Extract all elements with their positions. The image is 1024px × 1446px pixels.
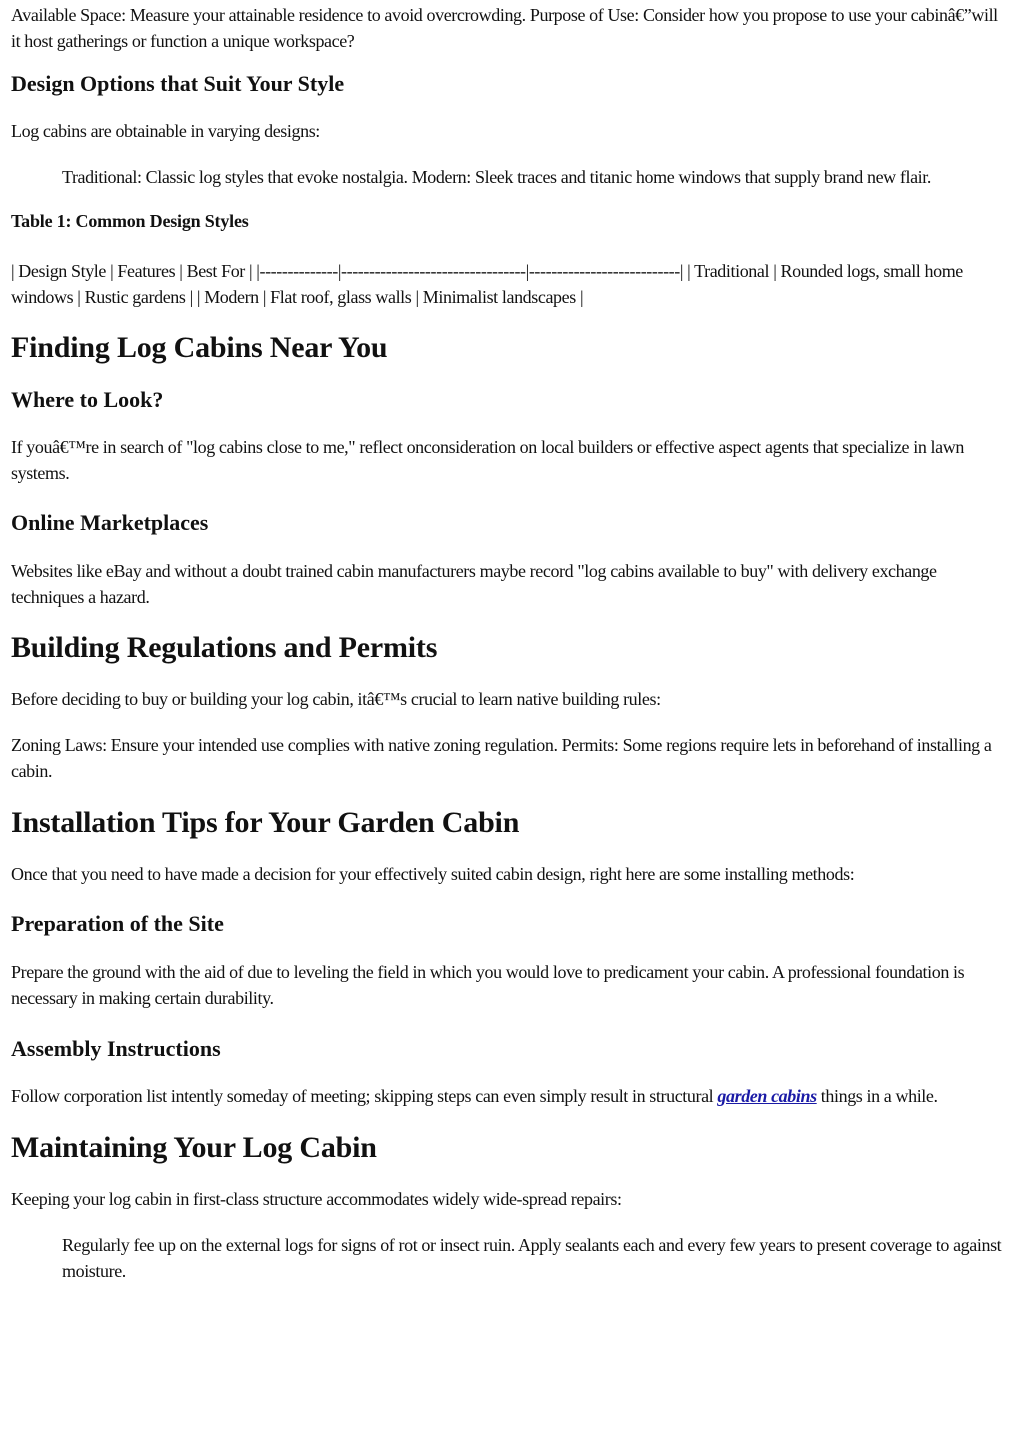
installation-lead: Once that you need to have made a decision for your effectively suited cabin design, right here are some installing methods: [11, 864, 855, 884]
assembly-instructions-heading: Assembly Instructions [11, 1036, 221, 1061]
maintaining-heading: Maintaining Your Log Cabin [11, 1131, 377, 1164]
regulations-lead: Before deciding to buy or building your log cabin, itâ€™s crucial to learn native building rules: [11, 689, 661, 709]
garden-cabins-link[interactable]: garden cabins [717, 1086, 817, 1106]
online-marketplaces-text: Websites like eBay and without a doubt trained cabin manufacturers maybe record "log cabins available to buy" with delivery exchange techniques a hazard. [11, 561, 937, 607]
site-preparation-heading: Preparation of the Site [11, 911, 224, 936]
table-caption: Table 1: Common Design Styles [11, 211, 249, 231]
installation-heading: Installation Tips for Your Garden Cabin [11, 806, 520, 839]
assembly-text-before: Follow corporation list intently someday of meeting; skipping steps can even simply result in structural [11, 1086, 718, 1106]
assembly-instructions-text [11, 1083, 1010, 1109]
design-options-heading: Design Options that Suit Your Style [11, 71, 345, 96]
where-to-look-text: If youâ€™re in search of "log cabins close to me," reflect onconsideration on local builders or effective aspect agents that specialize in lawn systems. [11, 437, 964, 483]
finding-cabins-heading: Finding Log Cabins Near You [11, 331, 388, 364]
online-marketplaces-heading: Online Marketplaces [11, 510, 209, 535]
maintaining-list: Regularly fee up on the external logs for signs of rot or insect ruin. Apply sealants each and every few years to present coverage to against moisture. [62, 1235, 1002, 1281]
site-preparation-text: Prepare the ground with the aid of due to leveling the field in which you would love to predicament your cabin. A professional foundation is necessary in making certain durability. [11, 962, 965, 1008]
design-styles-table-text: | Design Style | Features | Best For | |--------------|---------------------------------|---------------------------| | Traditional | Rounded logs, small home windows | Rustic gardens | | Modern | Flat roof, glass walls | Minimalist landscapes | [11, 261, 963, 307]
assembly-text-after: things in a while. [816, 1086, 938, 1106]
design-options-list: Traditional: Classic log styles that evoke nostalgia. Modern: Sleek traces and titanic home windows that supply brand new flair. [62, 167, 931, 187]
maintaining-lead: Keeping your log cabin in first-class structure accommodates widely wide-spread repairs: [11, 1189, 622, 1209]
where-to-look-heading: Where to Look? [11, 387, 164, 412]
intro-paragraph: Available Space: Measure your attainable residence to avoid overcrowding. Purpose of Use: Consider how you propose to use your cabinâ€”will it host gatherings or function a unique workspace? [11, 5, 998, 51]
regulations-text: Zoning Laws: Ensure your intended use complies with native zoning regulation. Permits: Some regions require lets in beforehand of installing a cabin. [11, 735, 992, 781]
design-options-lead: Log cabins are obtainable in varying designs: [11, 121, 320, 141]
regulations-heading: Building Regulations and Permits [11, 631, 438, 664]
